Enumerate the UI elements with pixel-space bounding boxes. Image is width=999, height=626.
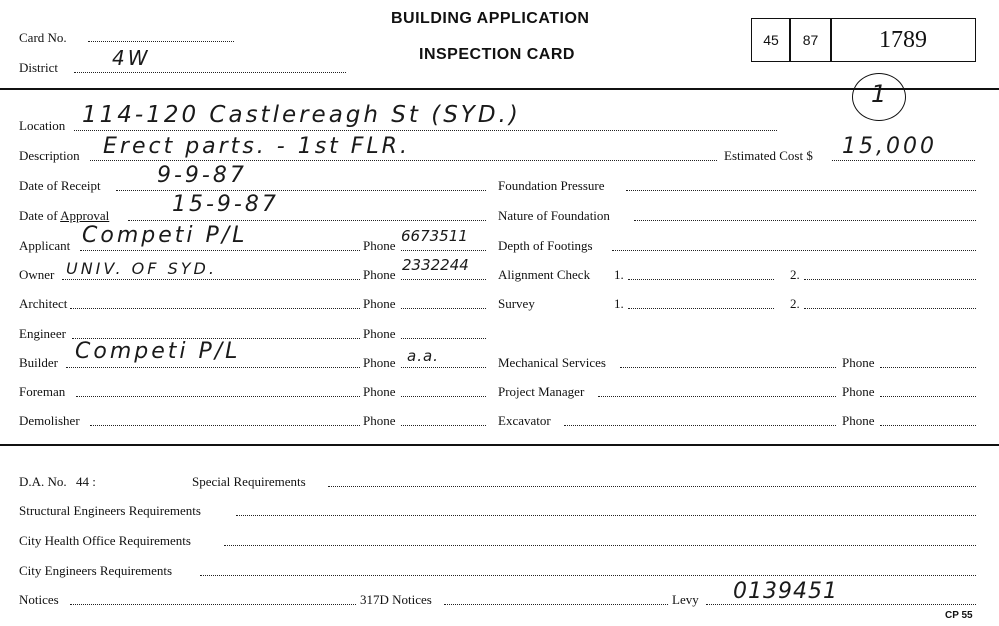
nature-of-foundation-line [634, 220, 976, 221]
title-line-2: INSPECTION CARD [419, 46, 575, 63]
alignment-check-2-line [804, 279, 976, 280]
district-value: 4W [112, 46, 151, 70]
excavator-label: Excavator [498, 413, 551, 428]
builder-label: Builder [19, 355, 58, 370]
mechanical-services-phone-line [880, 367, 976, 368]
builder-phone-value: a.a. [407, 347, 439, 365]
depth-of-footings-label: Depth of Footings [498, 238, 593, 253]
owner-phone-value: 2332244 [402, 256, 469, 274]
special-requirements-line [328, 486, 976, 487]
levy-value: 0139451 [733, 579, 838, 604]
project-manager-line [598, 396, 836, 397]
foreman-label: Foreman [19, 384, 66, 399]
alignment-check-2-label: 2. [790, 267, 800, 282]
city-engineers-requirements-label: City Engineers Requirements [19, 563, 173, 578]
applicant-phone-line [401, 250, 486, 251]
owner-phone-line [401, 279, 486, 280]
excavator-phone-line [880, 425, 976, 426]
survey-2-label: 2. [790, 296, 800, 311]
levy-line [706, 604, 976, 605]
foreman-phone-line [401, 396, 486, 397]
mechanical-services-phone-label: Phone [842, 355, 875, 370]
date-of-approval-label: Date of Approval [19, 208, 110, 223]
district-label: District [19, 60, 58, 75]
circled-mark-text: 1 [871, 80, 887, 108]
description-label: Description [19, 148, 80, 163]
district-line [74, 72, 346, 73]
levy-label: Levy [672, 592, 699, 607]
foreman-phone-label: Phone [363, 384, 396, 399]
mechanical-services-label: Mechanical Services [498, 355, 606, 370]
survey-1-line [628, 308, 774, 309]
demolisher-line [90, 425, 360, 426]
owner-label: Owner [19, 267, 55, 282]
special-requirements-label: Special Requirements [192, 474, 306, 489]
project-manager-label: Project Manager [498, 384, 585, 399]
circled-mark [852, 73, 906, 121]
architect-label: Architect [19, 296, 68, 311]
depth-of-footings-line [612, 250, 976, 251]
city-health-requirements-label: City Health Office Requirements [19, 533, 191, 548]
foundation-pressure-label: Foundation Pressure [498, 178, 605, 193]
title-line-1: BUILDING APPLICATION [391, 10, 590, 27]
notices-317d-label: 317D Notices [360, 592, 432, 607]
foundation-pressure-line [626, 190, 976, 191]
applicant-line [80, 250, 360, 251]
foreman-line [76, 396, 360, 397]
description-line [90, 160, 717, 161]
da-no-label: D.A. No. [19, 474, 67, 489]
architect-phone-label: Phone [363, 296, 396, 311]
excavator-phone-label: Phone [842, 413, 875, 428]
owner-value: UNIV. OF SYD. [66, 259, 217, 278]
applicant-value: Competi P/L [82, 223, 248, 248]
structural-requirements-label: Structural Engineers Requirements [19, 503, 201, 518]
notices-317d-line [444, 604, 668, 605]
card-no-line [88, 41, 234, 42]
project-manager-phone-label: Phone [842, 384, 875, 399]
date-of-receipt-label: Date of Receipt [19, 178, 101, 193]
footer-divider [0, 444, 999, 446]
card-box-2: 87 [789, 18, 832, 62]
date-of-receipt-line [116, 190, 486, 191]
survey-label: Survey [498, 296, 535, 311]
engineer-phone-label: Phone [363, 326, 396, 341]
engineer-phone-line [401, 338, 486, 339]
da-no-value: 44 : [76, 474, 96, 489]
demolisher-label: Demolisher [19, 413, 80, 428]
card-no-label: Card No. [19, 30, 67, 45]
location-label: Location [19, 118, 66, 133]
date-of-approval-value: 15-9-87 [172, 192, 279, 217]
date-of-receipt-value: 9-9-87 [157, 163, 247, 188]
builder-phone-label: Phone [363, 355, 396, 370]
mechanical-services-line [620, 367, 836, 368]
architect-line [70, 308, 360, 309]
builder-phone-line [401, 367, 486, 368]
survey-1-label: 1. [614, 296, 624, 311]
alignment-check-1-label: 1. [614, 267, 624, 282]
description-value: Erect parts. - 1st FLR. [103, 134, 410, 159]
demolisher-phone-line [401, 425, 486, 426]
date-of-approval-line [128, 220, 486, 221]
structural-requirements-line [236, 515, 976, 516]
alignment-check-1-line [628, 279, 774, 280]
city-engineers-requirements-line [200, 575, 976, 576]
survey-2-line [804, 308, 976, 309]
estimated-cost-line [832, 160, 975, 161]
notices-label: Notices [19, 592, 59, 607]
applicant-phone-value: 6673511 [401, 227, 468, 245]
applicant-label: Applicant [19, 238, 71, 253]
location-line [74, 130, 777, 131]
form-code: CP 55 [945, 610, 973, 621]
project-manager-phone-line [880, 396, 976, 397]
owner-line [62, 279, 360, 280]
excavator-line [564, 425, 836, 426]
estimated-cost-value: 15,000 [842, 134, 937, 159]
header-divider [0, 88, 999, 90]
nature-of-foundation-label: Nature of Foundation [498, 208, 610, 223]
owner-phone-label: Phone [363, 267, 396, 282]
notices-line [70, 604, 356, 605]
builder-value: Competi P/L [75, 339, 241, 364]
city-health-requirements-line [224, 545, 976, 546]
estimated-cost-label: Estimated Cost $ [724, 148, 813, 163]
builder-line [66, 367, 360, 368]
location-value: 114-120 Castlereagh St (SYD.) [82, 102, 521, 128]
card-box-1: 45 [751, 18, 791, 62]
architect-phone-line [401, 308, 486, 309]
demolisher-phone-label: Phone [363, 413, 396, 428]
engineer-label: Engineer [19, 326, 66, 341]
card-number-box: 1789 [830, 18, 976, 62]
applicant-phone-label: Phone [363, 238, 396, 253]
alignment-check-label: Alignment Check [498, 267, 591, 282]
